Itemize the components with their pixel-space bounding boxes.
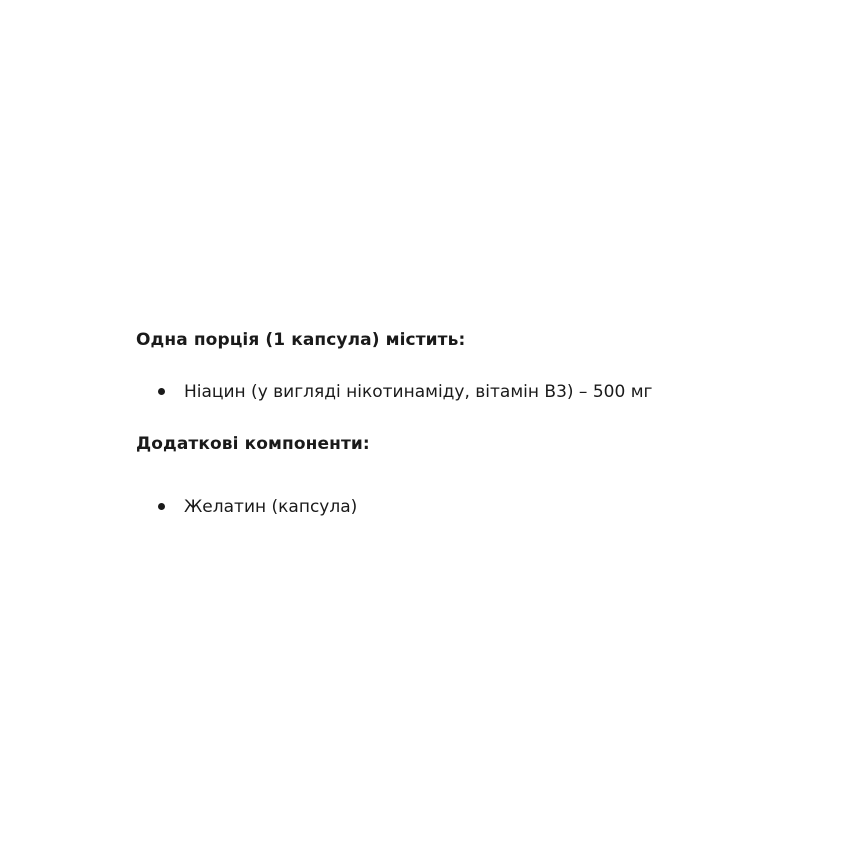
- additional-components-list: [136, 493, 826, 521]
- ingredient-niacin: Ніацин (у вигляді нікотинаміду, вітамін B3) – 500 мг: [184, 382, 653, 402]
- ingredient-gelatin: Желатин (капсула): [184, 497, 358, 517]
- serving-ingredients-list: [136, 378, 826, 406]
- additional-components-heading: Додаткові компоненти:: [136, 434, 370, 454]
- list-item: [136, 493, 826, 521]
- bullet-icon: [158, 388, 165, 395]
- serving-heading: Одна порція (1 капсула) містить:: [136, 330, 466, 350]
- list-item: [136, 378, 826, 406]
- product-composition: [136, 326, 826, 521]
- bullet-icon: [158, 503, 165, 510]
